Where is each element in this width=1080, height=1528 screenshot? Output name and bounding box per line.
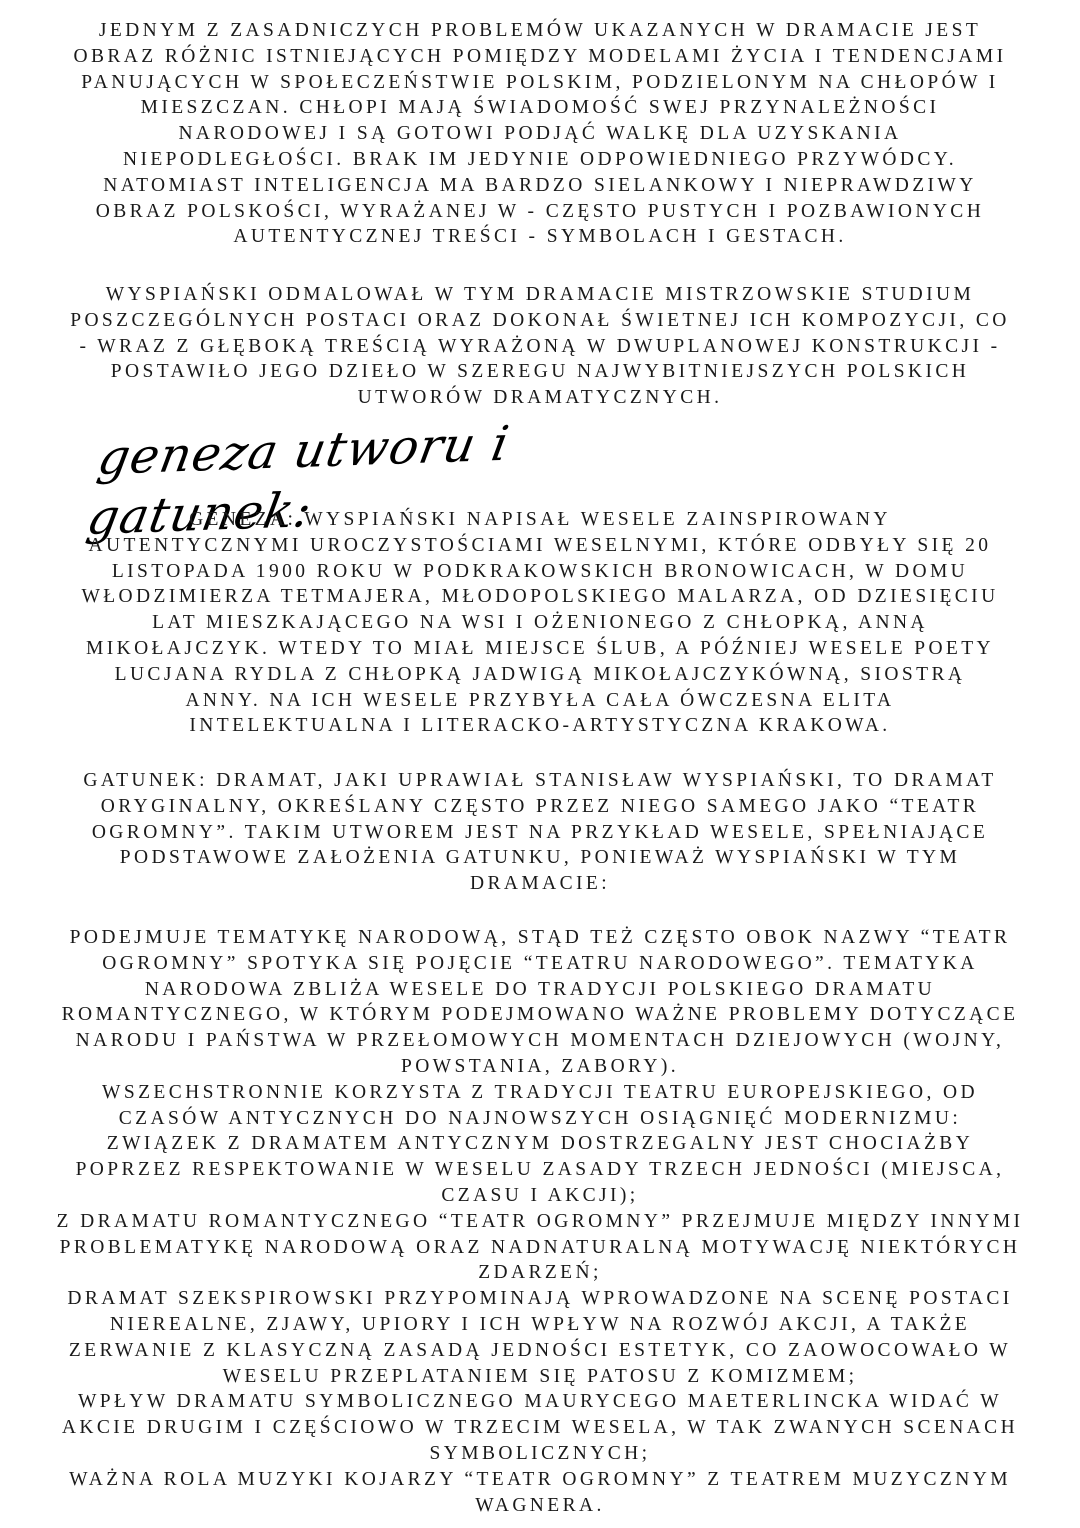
section-heading: geneza utworu i gatunek: xyxy=(83,415,514,546)
gatunek-paragraph: GATUNEK: DRAMAT, JAKI UPRAWIAŁ STANISŁAW WYSPIAŃSKI, TO DRAMAT ORYGINALNY, OKREŚLANY CZĘSTO PRZEZ NIEGO SAMEGO JAKO “TEATR OGROMNY”. TAKIM UTWOREM JEST NA PRZYKŁAD WESELE, SPEŁNIAJĄCE PODSTAWOWE ZAŁOŻENIA GATUNKU, PONIEWAŻ WYSPIAŃSKI W TYM DRAMACIE: xyxy=(83,770,997,895)
intro-paragraph: JEDNYM Z ZASADNICZYCH PROBLEMÓW UKAZANYCH W DRAMACIE JEST OBRAZ RÓŻNIC ISTNIEJĄCYCH POMIĘDZY MODELAMI ŻYCIA I TENDENCJAMI PANUJĄCYCH W SPOŁECZEŃSTWIE POLSKIM, PODZIELONYM NA CHŁOPÓW I MIESZCZAN. CHŁOPI MAJĄ ŚWIADOMOŚĆ SWEJ PRZYNALEŻNOŚCI NARODOWEJ I SĄ GOTOWI PODJĄĆ WALKĘ DLA UZYSKANIA NIEPODLEGŁOŚCI. BRAK IM JEDYNIE ODPOWIEDNIEGO PRZYWÓDCY. NATOMIAST INTELIGENCJA MA BARDZO SIELANKOWY I NIEPRAWDZIWY OBRAZ POLSKOŚCI, WYRAŻANEJ W - CZĘSTO PUSTYCH I POZBAWIONYCH AUTENTYCZNEJ TREŚCI - SYMBOLACH I GESTACH. xyxy=(73,20,1007,248)
features-paragraph: PODEJMUJE TEMATYKĘ NARODOWĄ, STĄD TEŻ CZĘSTO OBOK NAZWY “TEATR OGROMNY” SPOTYKA SIĘ POJĘCIE “TEATRU NARODOWEGO”. TEMATYKA NARODOWA ZBLIŻA WESELE DO TRADYCJI POLSKIEGO DRAMATU ROMANTYCZNEGO, W KTÓRYM PODEJMOWANO WAŻNE PROBLEMY DOTYCZĄCE NARODU I PAŃSTWA W PRZEŁOMOWYCH MOMENTACH DZIEJOWYCH (WOJNY, POWSTANIA, ZABORY). WSZECHSTRONNIE KORZYSTA Z TRADYCJI TEATRU EUROPEJSKIEGO, OD CZASÓW ANTYCZNYCH DO NAJNOWSZYCH OSIĄGNIĘĆ MODERNIZMU: ZWIĄZEK Z DRAMATEM ANTYCZNYM DOSTRZEGALNY JEST CHOCIAŻBY POPRZEZ RESPEKTOWANIE W WESELU ZASADY TRZECH JEDNOŚCI (MIEJSCA, CZASU I AKCJI); Z DRAMATU ROMANTYCZNEGO “TEATR OGROMNY” PRZEJMUJE MIĘDZY INNYMI PROBLEMATYKĘ NARODOWĄ ORAZ NADNATURALNĄ MOTYWACJĘ NIEKTÓRYCH ZDARZEŃ; DRAMAT SZEKSPIROWSKI PRZYPOMINAJĄ WPROWADZONE NA SCENĘ POSTACI NIEREALNE, ZJAWY, UPIORY I ICH WPŁYW NA ROZWÓJ AKCJI, A TAKŻE ZERWANIE Z KLASYCZNĄ ZASADĄ JEDNOŚCI ESTETYK, CO ZAOWOCOWAŁO W WESELU PRZEPLATANIEM SIĘ PATOSU Z KOMIZMEM; WPŁYW DRAMATU SYMBOLICZNEGO MAURYCEGO MAETERLINCKA WIDAĆ W AKCIE DRUGIM I CZĘŚCIOWO W TRZECIM WESELA, W TAK ZWANYCH SCENACH SYMBOLICZNYCH; WAŻNA ROLA MUZYKI KOJARZY “TEATR OGROMNY” Z TEATREM MUZYCZNYM WAGNERA. xyxy=(56,927,1024,1516)
geneza-paragraph: GENEZA: WYSPIAŃSKI NAPISAŁ WESELE ZAINSPIROWANY AUTENTYCZNYMI UROCZYSTOŚCIAMI WESELNYMI, KTÓRE ODBYŁY SIĘ 20 LISTOPADA 1900 ROKU W PODKRAKOWSKICH BRONOWICACH, W DOMU WŁODZIMIERZA TETMAJERA, MŁODOPOLSKIEGO MALARZA, OD DZIESIĘCIU LAT MIESZKAJĄCEGO NA WSI I OŻENIONEGO Z CHŁOPKĄ, ANNĄ MIKOŁAJCZYK. WTEDY TO MIAŁ MIEJSCE ŚLUB, A PÓŹNIEJ WESELE POETY LUCJANA RYDLA Z CHŁOPKĄ JADWIGĄ MIKOŁAJCZYKÓWNĄ, SIOSTRĄ ANNY. NA ICH WESELE PRZYBYŁA CAŁA ÓWCZESNA ELITA INTELEKTUALNA I LITERACKO-ARTYSTYCZNA KRAKOWA. xyxy=(81,509,999,737)
wyspianski-paragraph: WYSPIAŃSKI ODMALOWAŁ W TYM DRAMACIE MISTRZOWSKIE STUDIUM POSZCZEGÓLNYCH POSTACI ORAZ DOKONAŁ ŚWIETNEJ ICH KOMPOZYCJI, CO - WRAZ Z GŁĘBOKĄ TREŚCIĄ WYRAŻONĄ W DWUPLANOWEJ KONSTRUKCJI - POSTAWIŁO JEGO DZIEŁO W SZEREGU NAJWYBITNIEJSZYCH POLSKICH UTWORÓW DRAMATYCZNYCH. xyxy=(70,284,1010,409)
